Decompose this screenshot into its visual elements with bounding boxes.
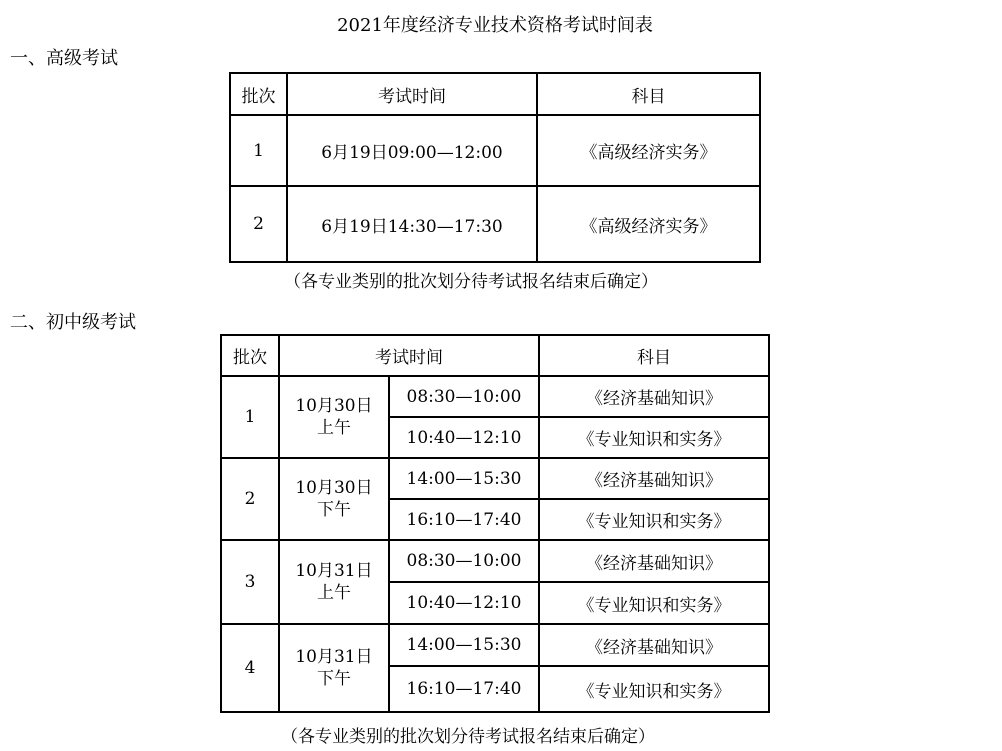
- table-header-row: [221, 335, 769, 376]
- time-cell: 08:30—10:00: [389, 540, 539, 582]
- subject-cell: 《经济基础知识》: [539, 376, 769, 417]
- time-cell: 16:10—17:40: [389, 499, 539, 540]
- batch-cell: 1: [221, 376, 279, 458]
- header-batch: 批次: [221, 335, 279, 376]
- batch-cell: 4: [221, 624, 279, 712]
- senior-batch-note: （各专业类别的批次划分待考试报名结束后确定）: [284, 272, 658, 292]
- subject-cell: 《高级经济实务》: [537, 115, 760, 186]
- period-text: 上午: [317, 583, 351, 603]
- subject-cell: 《专业知识和实务》: [539, 582, 769, 624]
- date-text: 10月30日: [295, 396, 373, 416]
- subject-cell: 《经济基础知识》: [539, 624, 769, 666]
- senior-exam-table: [229, 72, 761, 263]
- date-text: 10月30日: [295, 478, 373, 498]
- date-cell: [279, 624, 389, 712]
- header-exam-time: 考试时间: [279, 335, 539, 376]
- table-row: [230, 115, 760, 186]
- subject-cell: 《专业知识和实务》: [539, 417, 769, 458]
- table-row: [221, 624, 769, 666]
- header-batch: 批次: [230, 73, 287, 115]
- batch-cell: 1: [230, 115, 287, 186]
- exam-time-cell: 6月19日14:30—17:30: [287, 186, 537, 262]
- header-subject: 科目: [537, 73, 760, 115]
- mid-batch-note: （各专业类别的批次划分待考试报名结束后确定）: [281, 727, 655, 747]
- subject-cell: 《专业知识和实务》: [539, 499, 769, 540]
- date-text: 10月31日: [295, 561, 373, 581]
- time-cell: 10:40—12:10: [389, 582, 539, 624]
- table-row: [221, 458, 769, 499]
- header-subject: 科目: [539, 335, 769, 376]
- subject-cell: 《经济基础知识》: [539, 540, 769, 582]
- exam-time-cell: 6月19日09:00—12:00: [287, 115, 537, 186]
- mid-exam-table: [220, 334, 770, 713]
- period-text: 上午: [317, 418, 351, 438]
- time-cell: 14:00—15:30: [389, 458, 539, 499]
- subject-cell: 《高级经济实务》: [537, 186, 760, 262]
- batch-cell: 2: [221, 458, 279, 540]
- date-cell: [279, 458, 389, 540]
- time-cell: 16:10—17:40: [389, 666, 539, 712]
- date-cell: [279, 540, 389, 624]
- date-cell: [279, 376, 389, 458]
- table-row: [221, 376, 769, 417]
- mid-exam-heading: 二、初中级考试: [10, 312, 136, 333]
- subject-cell: 《经济基础知识》: [539, 458, 769, 499]
- batch-cell: 3: [221, 540, 279, 624]
- table-header-row: [230, 73, 760, 115]
- page-title: 2021年度经济专业技术资格考试时间表: [337, 15, 653, 36]
- table-row: [221, 540, 769, 582]
- batch-cell: 2: [230, 186, 287, 262]
- time-cell: 14:00—15:30: [389, 624, 539, 666]
- period-text: 下午: [317, 669, 351, 689]
- date-text: 10月31日: [295, 647, 373, 667]
- senior-exam-heading: 一、高级考试: [10, 48, 118, 69]
- table-row: [230, 186, 760, 262]
- time-cell: 10:40—12:10: [389, 417, 539, 458]
- period-text: 下午: [317, 500, 351, 520]
- header-exam-time: 考试时间: [287, 73, 537, 115]
- time-cell: 08:30—10:00: [389, 376, 539, 417]
- subject-cell: 《专业知识和实务》: [539, 666, 769, 712]
